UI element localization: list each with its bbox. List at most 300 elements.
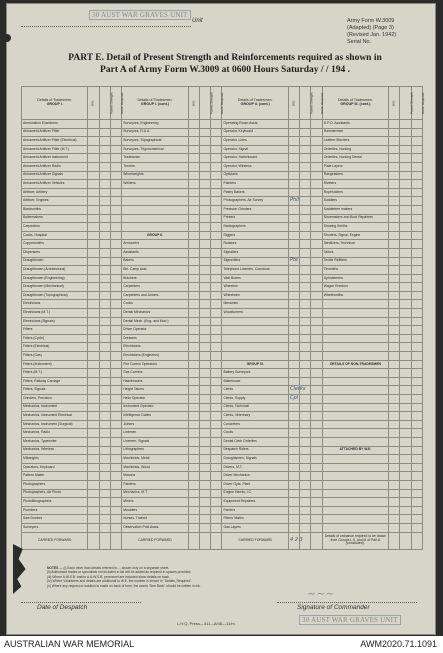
count-cell[interactable] <box>400 283 411 292</box>
count-cell[interactable] <box>288 197 299 206</box>
count-cell[interactable] <box>311 120 322 129</box>
count-cell[interactable] <box>311 145 322 154</box>
count-cell[interactable] <box>311 489 322 498</box>
count-cell[interactable] <box>389 386 400 395</box>
count-cell[interactable] <box>99 317 110 326</box>
count-cell[interactable] <box>88 291 99 300</box>
count-cell[interactable] <box>288 266 299 275</box>
count-cell[interactable] <box>211 274 222 283</box>
count-cell[interactable] <box>199 352 210 361</box>
count-cell[interactable] <box>110 145 121 154</box>
count-cell[interactable] <box>411 266 422 275</box>
count-cell[interactable] <box>188 231 199 240</box>
count-cell[interactable] <box>300 300 311 309</box>
count-cell[interactable] <box>199 412 210 421</box>
count-cell[interactable] <box>110 197 121 206</box>
count-cell[interactable] <box>199 369 210 378</box>
count-cell[interactable] <box>411 429 422 438</box>
count-cell[interactable] <box>188 300 199 309</box>
count-cell[interactable] <box>389 446 400 455</box>
count-cell[interactable] <box>99 205 110 214</box>
count-cell[interactable] <box>199 455 210 464</box>
count-cell[interactable] <box>288 283 299 292</box>
count-cell[interactable] <box>188 472 199 481</box>
count-cell[interactable] <box>288 472 299 481</box>
count-cell[interactable] <box>389 377 400 386</box>
count-cell[interactable] <box>300 214 311 223</box>
count-cell[interactable] <box>311 317 322 326</box>
count-cell[interactable] <box>110 369 121 378</box>
count-cell[interactable] <box>389 180 400 189</box>
count-cell[interactable] <box>411 162 422 171</box>
count-cell[interactable] <box>411 300 422 309</box>
count-cell[interactable] <box>411 343 422 352</box>
count-cell[interactable] <box>199 257 210 266</box>
count-cell[interactable] <box>400 360 411 369</box>
count-cell[interactable] <box>311 231 322 240</box>
count-cell[interactable] <box>99 248 110 257</box>
count-cell[interactable] <box>400 128 411 137</box>
count-cell[interactable] <box>88 472 99 481</box>
count-cell[interactable] <box>389 137 400 146</box>
count-cell[interactable] <box>211 180 222 189</box>
count-cell[interactable] <box>400 274 411 283</box>
count-cell[interactable] <box>411 291 422 300</box>
count-cell[interactable] <box>110 489 121 498</box>
count-cell[interactable] <box>88 437 99 446</box>
count-cell[interactable] <box>188 523 199 532</box>
count-cell[interactable] <box>300 257 311 266</box>
count-cell[interactable] <box>110 386 121 395</box>
count-cell[interactable] <box>199 214 210 223</box>
count-cell[interactable] <box>110 231 121 240</box>
count-cell[interactable] <box>88 395 99 404</box>
count-cell[interactable] <box>211 326 222 335</box>
count-cell[interactable] <box>300 240 311 249</box>
count-cell[interactable] <box>199 266 210 275</box>
count-cell[interactable] <box>288 291 299 300</box>
count-cell[interactable] <box>389 352 400 361</box>
count-cell[interactable] <box>188 480 199 489</box>
count-cell[interactable] <box>199 334 210 343</box>
count-cell[interactable] <box>411 395 422 404</box>
count-cell[interactable] <box>88 420 99 429</box>
count-cell[interactable] <box>110 266 121 275</box>
count-cell[interactable] <box>99 137 110 146</box>
count-cell[interactable] <box>188 137 199 146</box>
count-cell[interactable] <box>211 197 222 206</box>
count-cell[interactable] <box>199 463 210 472</box>
count-cell[interactable] <box>311 395 322 404</box>
count-cell[interactable] <box>188 291 199 300</box>
count-cell[interactable] <box>411 154 422 163</box>
count-cell[interactable] <box>199 120 210 129</box>
count-cell[interactable] <box>88 154 99 163</box>
count-cell[interactable] <box>99 489 110 498</box>
count-cell[interactable] <box>311 266 322 275</box>
count-cell[interactable] <box>300 506 311 515</box>
count-cell[interactable] <box>99 463 110 472</box>
count-cell[interactable] <box>300 395 311 404</box>
count-cell[interactable] <box>288 523 299 532</box>
count-cell[interactable] <box>311 515 322 524</box>
count-cell[interactable] <box>211 145 222 154</box>
count-cell[interactable] <box>389 300 400 309</box>
count-cell[interactable] <box>188 455 199 464</box>
count-cell[interactable] <box>188 429 199 438</box>
count-cell[interactable] <box>411 188 422 197</box>
count-cell[interactable] <box>300 145 311 154</box>
count-cell[interactable] <box>188 532 199 549</box>
count-cell[interactable] <box>188 214 199 223</box>
count-cell[interactable] <box>211 283 222 292</box>
count-cell[interactable] <box>88 317 99 326</box>
count-cell[interactable] <box>389 437 400 446</box>
count-cell[interactable] <box>389 326 400 335</box>
count-cell[interactable] <box>300 223 311 232</box>
count-cell[interactable] <box>400 446 411 455</box>
count-cell[interactable] <box>99 412 110 421</box>
count-cell[interactable] <box>389 429 400 438</box>
count-cell[interactable] <box>110 343 121 352</box>
count-cell[interactable] <box>88 532 99 549</box>
count-cell[interactable] <box>188 188 199 197</box>
count-cell[interactable] <box>411 377 422 386</box>
count-cell[interactable] <box>88 214 99 223</box>
count-cell[interactable] <box>389 523 400 532</box>
count-cell[interactable] <box>411 180 422 189</box>
count-cell[interactable] <box>188 334 199 343</box>
count-cell[interactable] <box>400 480 411 489</box>
count-cell[interactable] <box>199 446 210 455</box>
count-cell[interactable] <box>188 343 199 352</box>
count-cell[interactable] <box>110 472 121 481</box>
count-cell[interactable] <box>411 403 422 412</box>
count-cell[interactable] <box>110 515 121 524</box>
count-cell[interactable] <box>211 386 222 395</box>
count-cell[interactable] <box>110 352 121 361</box>
count-cell[interactable] <box>300 326 311 335</box>
count-cell[interactable] <box>110 188 121 197</box>
count-cell[interactable] <box>211 506 222 515</box>
count-cell[interactable] <box>411 420 422 429</box>
count-cell[interactable] <box>300 489 311 498</box>
count-cell[interactable] <box>110 128 121 137</box>
count-cell[interactable] <box>311 128 322 137</box>
count-cell[interactable] <box>411 472 422 481</box>
count-cell[interactable] <box>88 480 99 489</box>
count-cell[interactable] <box>288 188 299 197</box>
count-cell[interactable] <box>188 369 199 378</box>
count-cell[interactable] <box>188 352 199 361</box>
count-cell[interactable] <box>88 137 99 146</box>
count-cell[interactable] <box>110 240 121 249</box>
count-cell[interactable] <box>110 506 121 515</box>
count-cell[interactable] <box>199 506 210 515</box>
count-cell[interactable] <box>411 309 422 318</box>
count-cell[interactable] <box>300 180 311 189</box>
count-cell[interactable] <box>88 463 99 472</box>
count-cell[interactable] <box>288 145 299 154</box>
count-cell[interactable] <box>88 266 99 275</box>
count-cell[interactable] <box>411 223 422 232</box>
count-cell[interactable] <box>88 300 99 309</box>
count-cell[interactable] <box>110 283 121 292</box>
count-cell[interactable] <box>211 137 222 146</box>
count-cell[interactable] <box>99 300 110 309</box>
count-cell[interactable] <box>400 523 411 532</box>
count-cell[interactable] <box>99 291 110 300</box>
count-cell[interactable] <box>88 188 99 197</box>
count-cell[interactable] <box>211 171 222 180</box>
count-cell[interactable] <box>99 386 110 395</box>
count-cell[interactable] <box>400 429 411 438</box>
count-cell[interactable] <box>199 532 210 549</box>
count-cell[interactable] <box>110 162 121 171</box>
count-cell[interactable] <box>88 128 99 137</box>
count-cell[interactable] <box>311 300 322 309</box>
count-cell[interactable] <box>99 188 110 197</box>
count-cell[interactable] <box>110 412 121 421</box>
count-cell[interactable] <box>199 420 210 429</box>
count-cell[interactable] <box>300 266 311 275</box>
count-cell[interactable] <box>311 420 322 429</box>
count-cell[interactable] <box>411 283 422 292</box>
count-cell[interactable] <box>88 343 99 352</box>
count-cell[interactable] <box>99 197 110 206</box>
count-cell[interactable] <box>188 317 199 326</box>
count-cell[interactable] <box>311 205 322 214</box>
count-cell[interactable] <box>188 489 199 498</box>
count-cell[interactable] <box>211 231 222 240</box>
count-cell[interactable] <box>110 403 121 412</box>
count-cell[interactable] <box>411 437 422 446</box>
count-cell[interactable] <box>389 205 400 214</box>
count-cell[interactable] <box>411 352 422 361</box>
count-cell[interactable] <box>199 180 210 189</box>
count-cell[interactable] <box>188 197 199 206</box>
count-cell[interactable] <box>199 248 210 257</box>
count-cell[interactable] <box>300 515 311 524</box>
count-cell[interactable] <box>288 455 299 464</box>
count-cell[interactable] <box>199 300 210 309</box>
count-cell[interactable] <box>411 506 422 515</box>
count-cell[interactable] <box>88 412 99 421</box>
count-cell[interactable] <box>188 326 199 335</box>
count-cell[interactable] <box>99 506 110 515</box>
count-cell[interactable] <box>110 395 121 404</box>
count-cell[interactable] <box>188 420 199 429</box>
count-cell[interactable] <box>188 403 199 412</box>
count-cell[interactable] <box>311 137 322 146</box>
count-cell[interactable] <box>300 480 311 489</box>
count-cell[interactable] <box>110 205 121 214</box>
count-cell[interactable] <box>389 309 400 318</box>
count-cell[interactable] <box>188 309 199 318</box>
count-cell[interactable] <box>400 154 411 163</box>
count-cell[interactable] <box>411 360 422 369</box>
count-cell[interactable] <box>211 420 222 429</box>
count-cell[interactable] <box>311 412 322 421</box>
count-cell[interactable] <box>188 154 199 163</box>
count-cell[interactable] <box>400 214 411 223</box>
count-cell[interactable] <box>288 532 303 549</box>
count-cell[interactable] <box>199 395 210 404</box>
count-cell[interactable] <box>110 532 121 549</box>
count-cell[interactable] <box>88 369 99 378</box>
count-cell[interactable] <box>211 455 222 464</box>
count-cell[interactable] <box>400 489 411 498</box>
count-cell[interactable] <box>99 480 110 489</box>
count-cell[interactable] <box>99 171 110 180</box>
count-cell[interactable] <box>199 472 210 481</box>
count-cell[interactable] <box>211 266 222 275</box>
count-cell[interactable] <box>110 317 121 326</box>
count-cell[interactable] <box>288 128 299 137</box>
count-cell[interactable] <box>288 352 299 361</box>
count-cell[interactable] <box>400 386 411 395</box>
count-cell[interactable] <box>110 248 121 257</box>
count-cell[interactable] <box>99 377 110 386</box>
count-cell[interactable] <box>110 180 121 189</box>
count-cell[interactable] <box>311 240 322 249</box>
count-cell[interactable] <box>288 420 299 429</box>
count-cell[interactable] <box>199 523 210 532</box>
count-cell[interactable] <box>411 523 422 532</box>
count-cell[interactable] <box>389 343 400 352</box>
count-cell[interactable] <box>389 162 400 171</box>
count-cell[interactable] <box>288 377 299 386</box>
count-cell[interactable] <box>411 532 422 549</box>
count-cell[interactable] <box>288 317 299 326</box>
count-cell[interactable] <box>389 480 400 489</box>
count-cell[interactable] <box>411 197 422 206</box>
count-cell[interactable] <box>300 188 311 197</box>
count-cell[interactable] <box>99 180 110 189</box>
count-cell[interactable] <box>400 369 411 378</box>
count-cell[interactable] <box>311 437 322 446</box>
count-cell[interactable] <box>288 343 299 352</box>
count-cell[interactable] <box>389 489 400 498</box>
count-cell[interactable] <box>211 369 222 378</box>
count-cell[interactable] <box>400 515 411 524</box>
count-cell[interactable] <box>311 291 322 300</box>
count-cell[interactable] <box>211 377 222 386</box>
count-cell[interactable] <box>411 120 422 129</box>
count-cell[interactable] <box>199 274 210 283</box>
count-cell[interactable] <box>99 420 110 429</box>
count-cell[interactable] <box>400 180 411 189</box>
count-cell[interactable] <box>400 455 411 464</box>
count-cell[interactable] <box>288 154 299 163</box>
count-cell[interactable] <box>300 343 311 352</box>
count-cell[interactable] <box>99 395 110 404</box>
count-cell[interactable] <box>411 326 422 335</box>
count-cell[interactable] <box>199 137 210 146</box>
count-cell[interactable] <box>400 377 411 386</box>
count-cell[interactable] <box>400 171 411 180</box>
count-cell[interactable] <box>400 248 411 257</box>
count-cell[interactable] <box>211 205 222 214</box>
count-cell[interactable] <box>300 205 311 214</box>
count-cell[interactable] <box>188 205 199 214</box>
count-cell[interactable] <box>88 240 99 249</box>
count-cell[interactable] <box>99 472 110 481</box>
count-cell[interactable] <box>211 120 222 129</box>
count-cell[interactable] <box>211 248 222 257</box>
count-cell[interactable] <box>88 377 99 386</box>
count-cell[interactable] <box>99 231 110 240</box>
count-cell[interactable] <box>300 283 311 292</box>
count-cell[interactable] <box>110 377 121 386</box>
count-cell[interactable] <box>211 317 222 326</box>
count-cell[interactable] <box>311 214 322 223</box>
count-cell[interactable] <box>199 309 210 318</box>
count-cell[interactable] <box>411 128 422 137</box>
count-cell[interactable] <box>188 506 199 515</box>
count-cell[interactable] <box>211 352 222 361</box>
count-cell[interactable] <box>288 274 299 283</box>
count-cell[interactable] <box>188 437 199 446</box>
count-cell[interactable] <box>389 214 400 223</box>
count-cell[interactable] <box>110 120 121 129</box>
count-cell[interactable] <box>389 266 400 275</box>
count-cell[interactable] <box>400 437 411 446</box>
count-cell[interactable] <box>389 463 400 472</box>
count-cell[interactable] <box>389 334 400 343</box>
count-cell[interactable] <box>288 180 299 189</box>
count-cell[interactable] <box>99 498 110 507</box>
count-cell[interactable] <box>400 120 411 129</box>
count-cell[interactable] <box>88 248 99 257</box>
count-cell[interactable] <box>211 188 222 197</box>
count-cell[interactable] <box>188 266 199 275</box>
count-cell[interactable] <box>88 360 99 369</box>
count-cell[interactable] <box>288 386 306 395</box>
count-cell[interactable] <box>110 300 121 309</box>
count-cell[interactable] <box>188 446 199 455</box>
count-cell[interactable] <box>288 257 299 266</box>
count-cell[interactable] <box>188 412 199 421</box>
count-cell[interactable] <box>311 463 322 472</box>
count-cell[interactable] <box>311 498 322 507</box>
count-cell[interactable] <box>99 154 110 163</box>
count-cell[interactable] <box>311 171 322 180</box>
count-cell[interactable] <box>188 171 199 180</box>
count-cell[interactable] <box>288 506 299 515</box>
count-cell[interactable] <box>211 472 222 481</box>
count-cell[interactable] <box>88 326 99 335</box>
count-cell[interactable] <box>188 386 199 395</box>
count-cell[interactable] <box>188 283 199 292</box>
count-cell[interactable] <box>411 515 422 524</box>
count-cell[interactable] <box>389 412 400 421</box>
count-cell[interactable] <box>311 283 322 292</box>
count-cell[interactable] <box>300 317 311 326</box>
count-cell[interactable] <box>211 515 222 524</box>
count-cell[interactable] <box>389 420 400 429</box>
count-cell[interactable] <box>110 223 121 232</box>
count-cell[interactable] <box>288 489 299 498</box>
count-cell[interactable] <box>411 463 422 472</box>
count-cell[interactable] <box>211 395 222 404</box>
count-cell[interactable] <box>400 205 411 214</box>
count-cell[interactable] <box>300 523 311 532</box>
count-cell[interactable] <box>211 489 222 498</box>
count-cell[interactable] <box>88 386 99 395</box>
count-cell[interactable] <box>199 291 210 300</box>
count-cell[interactable] <box>288 326 299 335</box>
